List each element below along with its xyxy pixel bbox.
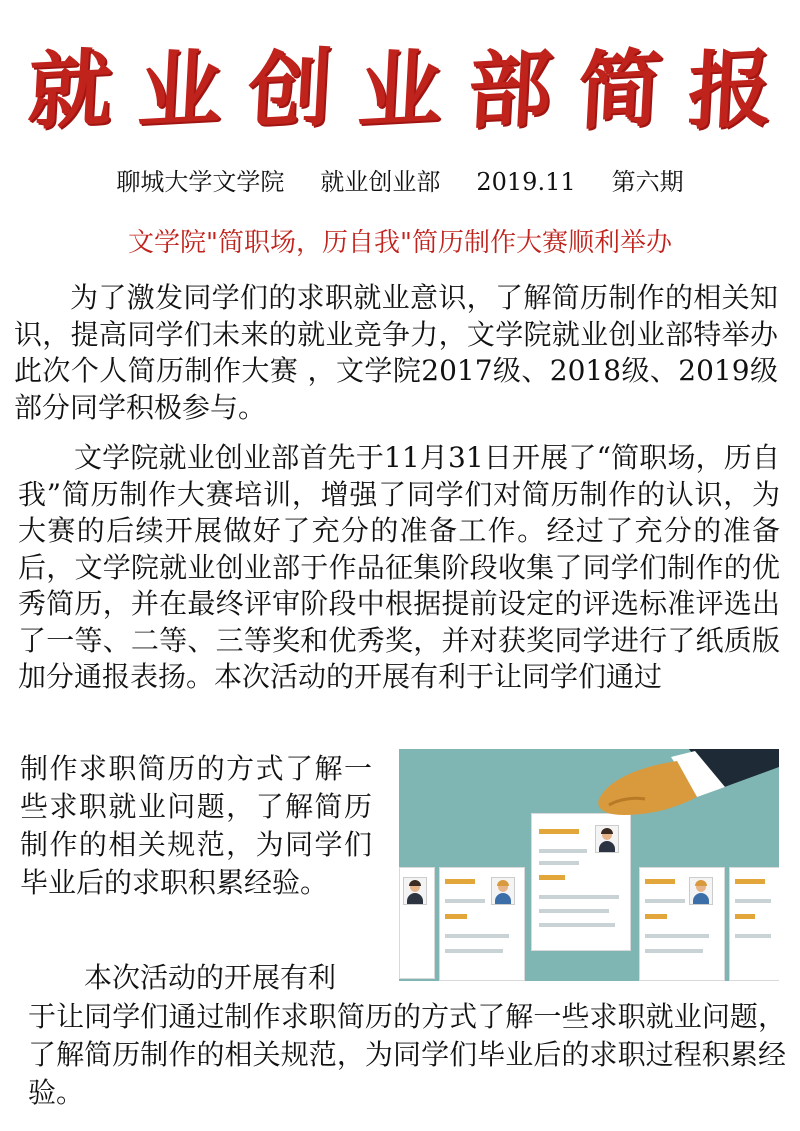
masthead-char: 部: [465, 37, 555, 142]
paragraph-conclusion-rest: 于让同学们通过制作求职简历的方式了解一些求职就业问题，了解简历制作的相关规范，为同学们毕业后的求职过程积累经验。: [28, 1000, 786, 1109]
masthead-char: 报: [685, 37, 775, 142]
masthead-char: 就: [25, 37, 115, 142]
avatar: [595, 825, 619, 853]
issue-date: 2019.11: [476, 168, 576, 196]
paragraph-conclusion-start: 本次活动的开展有利: [84, 961, 337, 994]
paragraph-process: 文学院就业创业部首先于11月31日开展了“简职场，历自我”简历制作大赛培训，增强了同学们对简历制作的认识，为大赛的后续开展做好了充分的准备工作。经过了充分的准备后，文学院就业创业部于作品征集阶段收集了同学们制作的优秀简历，并在最终评审阶段中根据提前设定的评选标准评选出了一等、二等、三等奖和优秀奖，并对获奖同学进行了纸质版加分通报表扬。本次活动的开展有利于让同学们通过: [18, 441, 780, 693]
college-name: 聊城大学文学院: [116, 168, 285, 196]
masthead-char: 业: [135, 37, 225, 142]
hand-icon: [579, 749, 779, 819]
resume-illustration: [399, 749, 779, 981]
masthead-char: 创: [245, 37, 335, 142]
issue-number: 第六期: [611, 168, 684, 196]
masthead-char: 简: [575, 37, 665, 142]
avatar: [491, 877, 515, 905]
resume-card: [729, 867, 779, 981]
issue-meta-line: [0, 162, 800, 197]
article-headline: 文学院"简职场，历自我"简历制作大赛顺利举办: [128, 228, 672, 258]
department-name: 就业创业部: [320, 168, 441, 196]
paragraph-continuation: 制作求职简历的方式了解一些求职就业问题，了解简历制作的相关规范，为同学们毕业后的求职积累经验。: [20, 752, 372, 899]
masthead-char: 业: [355, 37, 445, 142]
masthead-title: [25, 30, 775, 150]
avatar: [403, 877, 427, 905]
avatar: [689, 877, 713, 905]
paragraph-intro: 为了激发同学们的求职就业意识，了解简历制作的相关知识，提高同学们未来的就业竞争力，文学院就业创业部特举办此次个人简历制作大赛 ，文学院2017级、2018级、2019级部分同学积极参与。: [14, 281, 778, 424]
